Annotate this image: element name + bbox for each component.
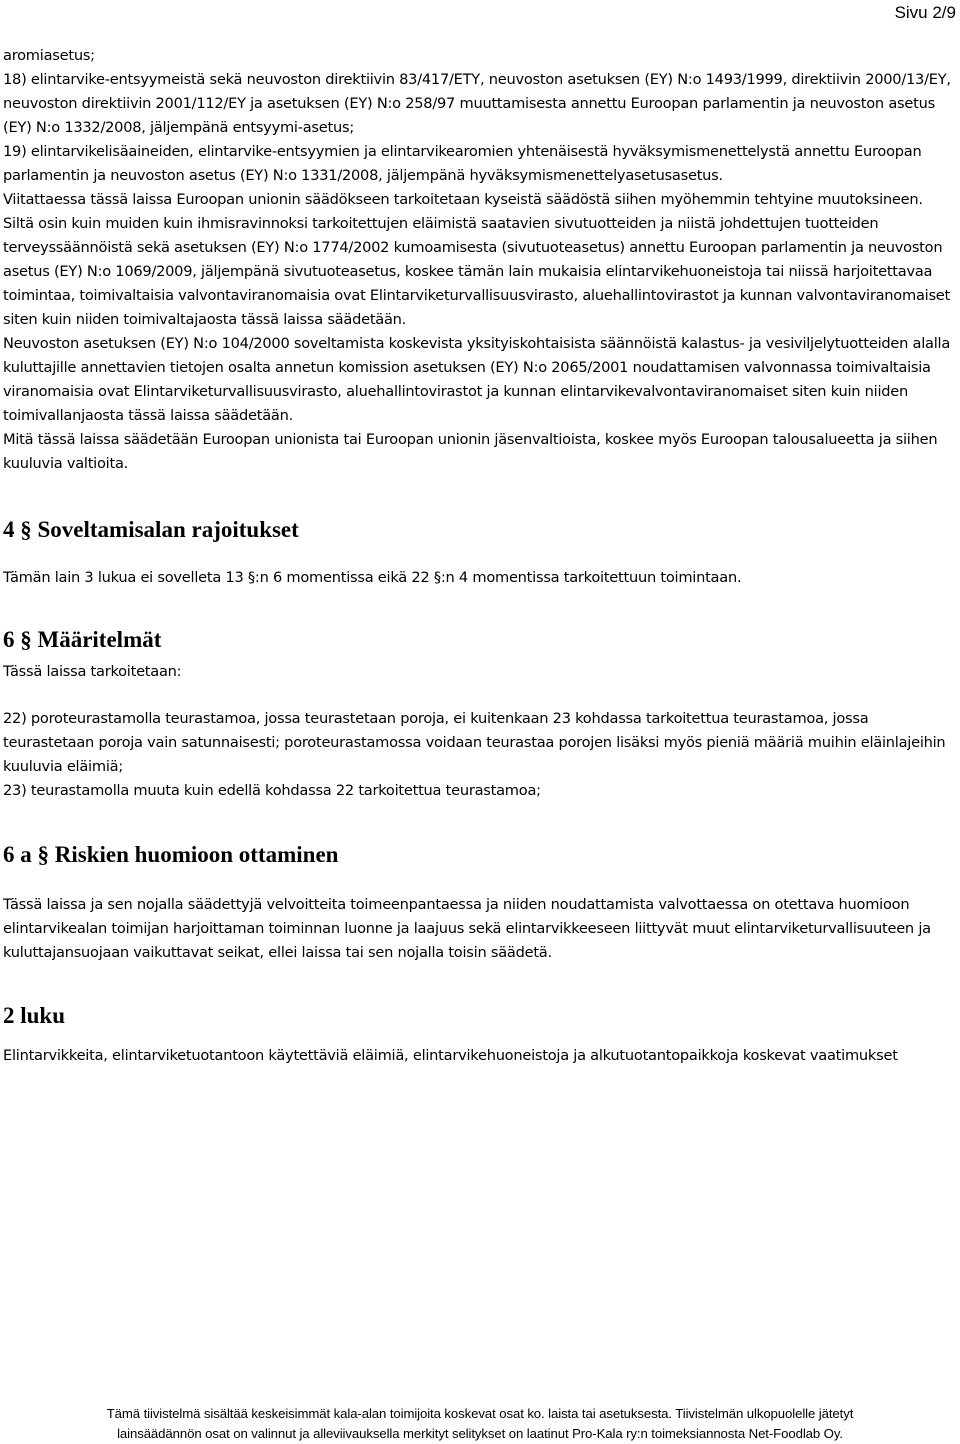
paragraph-aromiasetus: aromiasetus;	[3, 47, 95, 64]
footer-line-1: Tämä tiivistelmä sisältää keskeisimmät kala-alan toimijoita koskevat osat ko. laista tai asetuksesta. Tiivistelmän ulkopuolelle jätetyt	[106, 1406, 854, 1421]
intro-text	[3, 44, 954, 476]
section-6-heading	[3, 626, 954, 654]
section-6a-heading	[3, 841, 954, 869]
paragraph-eea: Mitä tässä laissa säädetään Euroopan unionista tai Euroopan unionin jäsenvaltioista, koskee myös Euroopan talousalueetta ja siihen kuuluvia valtioita.	[3, 431, 938, 472]
definition-item-22: 22) poroteurastamolla teurastamoa, jossa teurastetaan poroja, ei kuitenkaan 23 kohdassa tarkoitettua teurastamoa, jossa teurastetaan poroja vain satunnaisesti; poroteurastamossa voidaan teurastaa porojen lisäksi myös pieniä määriä muihin eläinlajeihin kuuluvia eläimiä;	[3, 710, 946, 775]
section-4-heading	[3, 516, 954, 544]
section-symbol: §	[37, 842, 49, 867]
section-6-lead: Tässä laissa tarkoitetaan:	[3, 663, 182, 680]
paragraph-item-19: 19) elintarvikelisäaineiden, elintarvike-entsyymien ja elintarvikearomien yhtenäisestä hyväksymismenettelystä annettu Euroopan parlamentin ja neuvoston asetus (EY) N:o 1331/2008, jäljempänä hyväksymismenettelyasetusasetus.	[3, 143, 922, 184]
section-symbol: §	[20, 627, 32, 652]
section-6a-number: 6 a	[3, 842, 32, 867]
paragraph-council-regulation: Neuvoston asetuksen (EY) N:o 104/2000 soveltamista koskevista yksityiskohtaisista säännöistä kalastus- ja vesiviljelytuotteiden alalla kuluttajille annettavien tietojen osalta annetun komission asetuksen (EY) N:o 2065/2001 noudattamisen valvonnassa toimivaltaisia viranomaisia ovat Elintarviketurvallisuusvirasto, aluehallintovirastot ja kunnan elintarvikevalvontaviranomaiset siten kuin niiden toimivallanjaosta tässä laissa säädetään.	[3, 335, 951, 424]
paragraph-item-18: 18) elintarvike-entsyymeistä sekä neuvoston direktiivin 83/417/ETY, neuvoston asetuksen (EY) N:o 1493/1999, direktiivin 2000/13/EY, neuvoston direktiivin 2001/112/EY ja asetuksen (EY) N:o 258/97 muuttamisesta annettu Euroopan parlamentin ja neuvoston asetus (EY) N:o 1332/2008, jäljempänä entsyymi-asetus;	[3, 71, 951, 136]
section-4-number: 4	[3, 517, 15, 542]
paragraph-eu-reference: Viitattaessa tässä laissa Euroopan unionin säädökseen tarkoitetaan kyseistä säädöstä siihen myöhemmin tehtyine muutoksineen.	[3, 191, 923, 208]
section-6-title: Määritelmät	[37, 627, 162, 652]
section-4-title: Soveltamisalan rajoitukset	[37, 517, 299, 542]
section-4-text: Tämän lain 3 lukua ei sovelleta 13 §:n 6 momentissa eikä 22 §:n 4 momentissa tarkoitettuun toimintaan.	[3, 569, 742, 586]
section-6-number: 6	[3, 627, 15, 652]
section-6-items	[3, 707, 954, 803]
section-symbol: §	[20, 517, 32, 542]
paragraph-sivutuoteasetus: Siltä osin kuin muiden kuin ihmisravinnoksi tarkoitettujen eläimistä saatavien sivutuotteiden ja niistä johdettujen tuotteiden terveyssäännöistä sekä asetuksen (EY) N:o 1774/2002 kumoamisesta (sivutuoteasetus) annettu Euroopan parlamentin ja neuvoston asetus (EY) N:o 1069/2009, jäljempänä sivutuoteasetus, koskee tämän lain mukaisia elintarvikehuoneistoja tai niissä harjoitettavaa toimintaa, toimivaltaisia valvontaviranomaisia ovat Elintarviketurvallisuusvirasto, aluehallintovirastot ja kunnan valvontaviranomaiset siten kuin niiden toimivaltajaosta tässä laissa säädetään.	[3, 215, 951, 328]
section-6a-title: Riskien huomioon ottaminen	[54, 842, 339, 867]
section-6a-text: Tässä laissa ja sen nojalla säädettyjä velvoitteita toimeenpantaessa ja niiden noudattamista valvottaessa on otettava huomioon elintarvikealan toimijan harjoittaman toiminnan luonne ja laajuus sekä elintarvikkeeseen liittyvät muut elintarviketurvallisuuteen ja kuluttajansuojaan vaikuttavat seikat, ellei laissa tai sen nojalla toisin säädetä.	[3, 896, 931, 961]
page-footer	[0, 1404, 960, 1444]
document-body	[3, 44, 954, 1068]
chapter-2-heading: 2 luku	[3, 1003, 66, 1028]
page-number: Sivu 2/9	[894, 3, 956, 22]
footer-line-2: lainsäädännön osat on valinnut ja alleviivauksella merkityt selitykset on laatinut Pro-Kala ry:n toimeksiannosta Net-Foodlab Oy.	[117, 1426, 843, 1441]
definition-item-23: 23) teurastamolla muuta kuin edellä kohdassa 22 tarkoitettua teurastamoa;	[3, 782, 541, 799]
chapter-2-subtitle: Elintarvikkeita, elintarviketuotantoon käytettäviä eläimiä, elintarvikehuoneistoja ja alkutuotantopaikkoja koskevat vaatimukset	[3, 1047, 898, 1064]
